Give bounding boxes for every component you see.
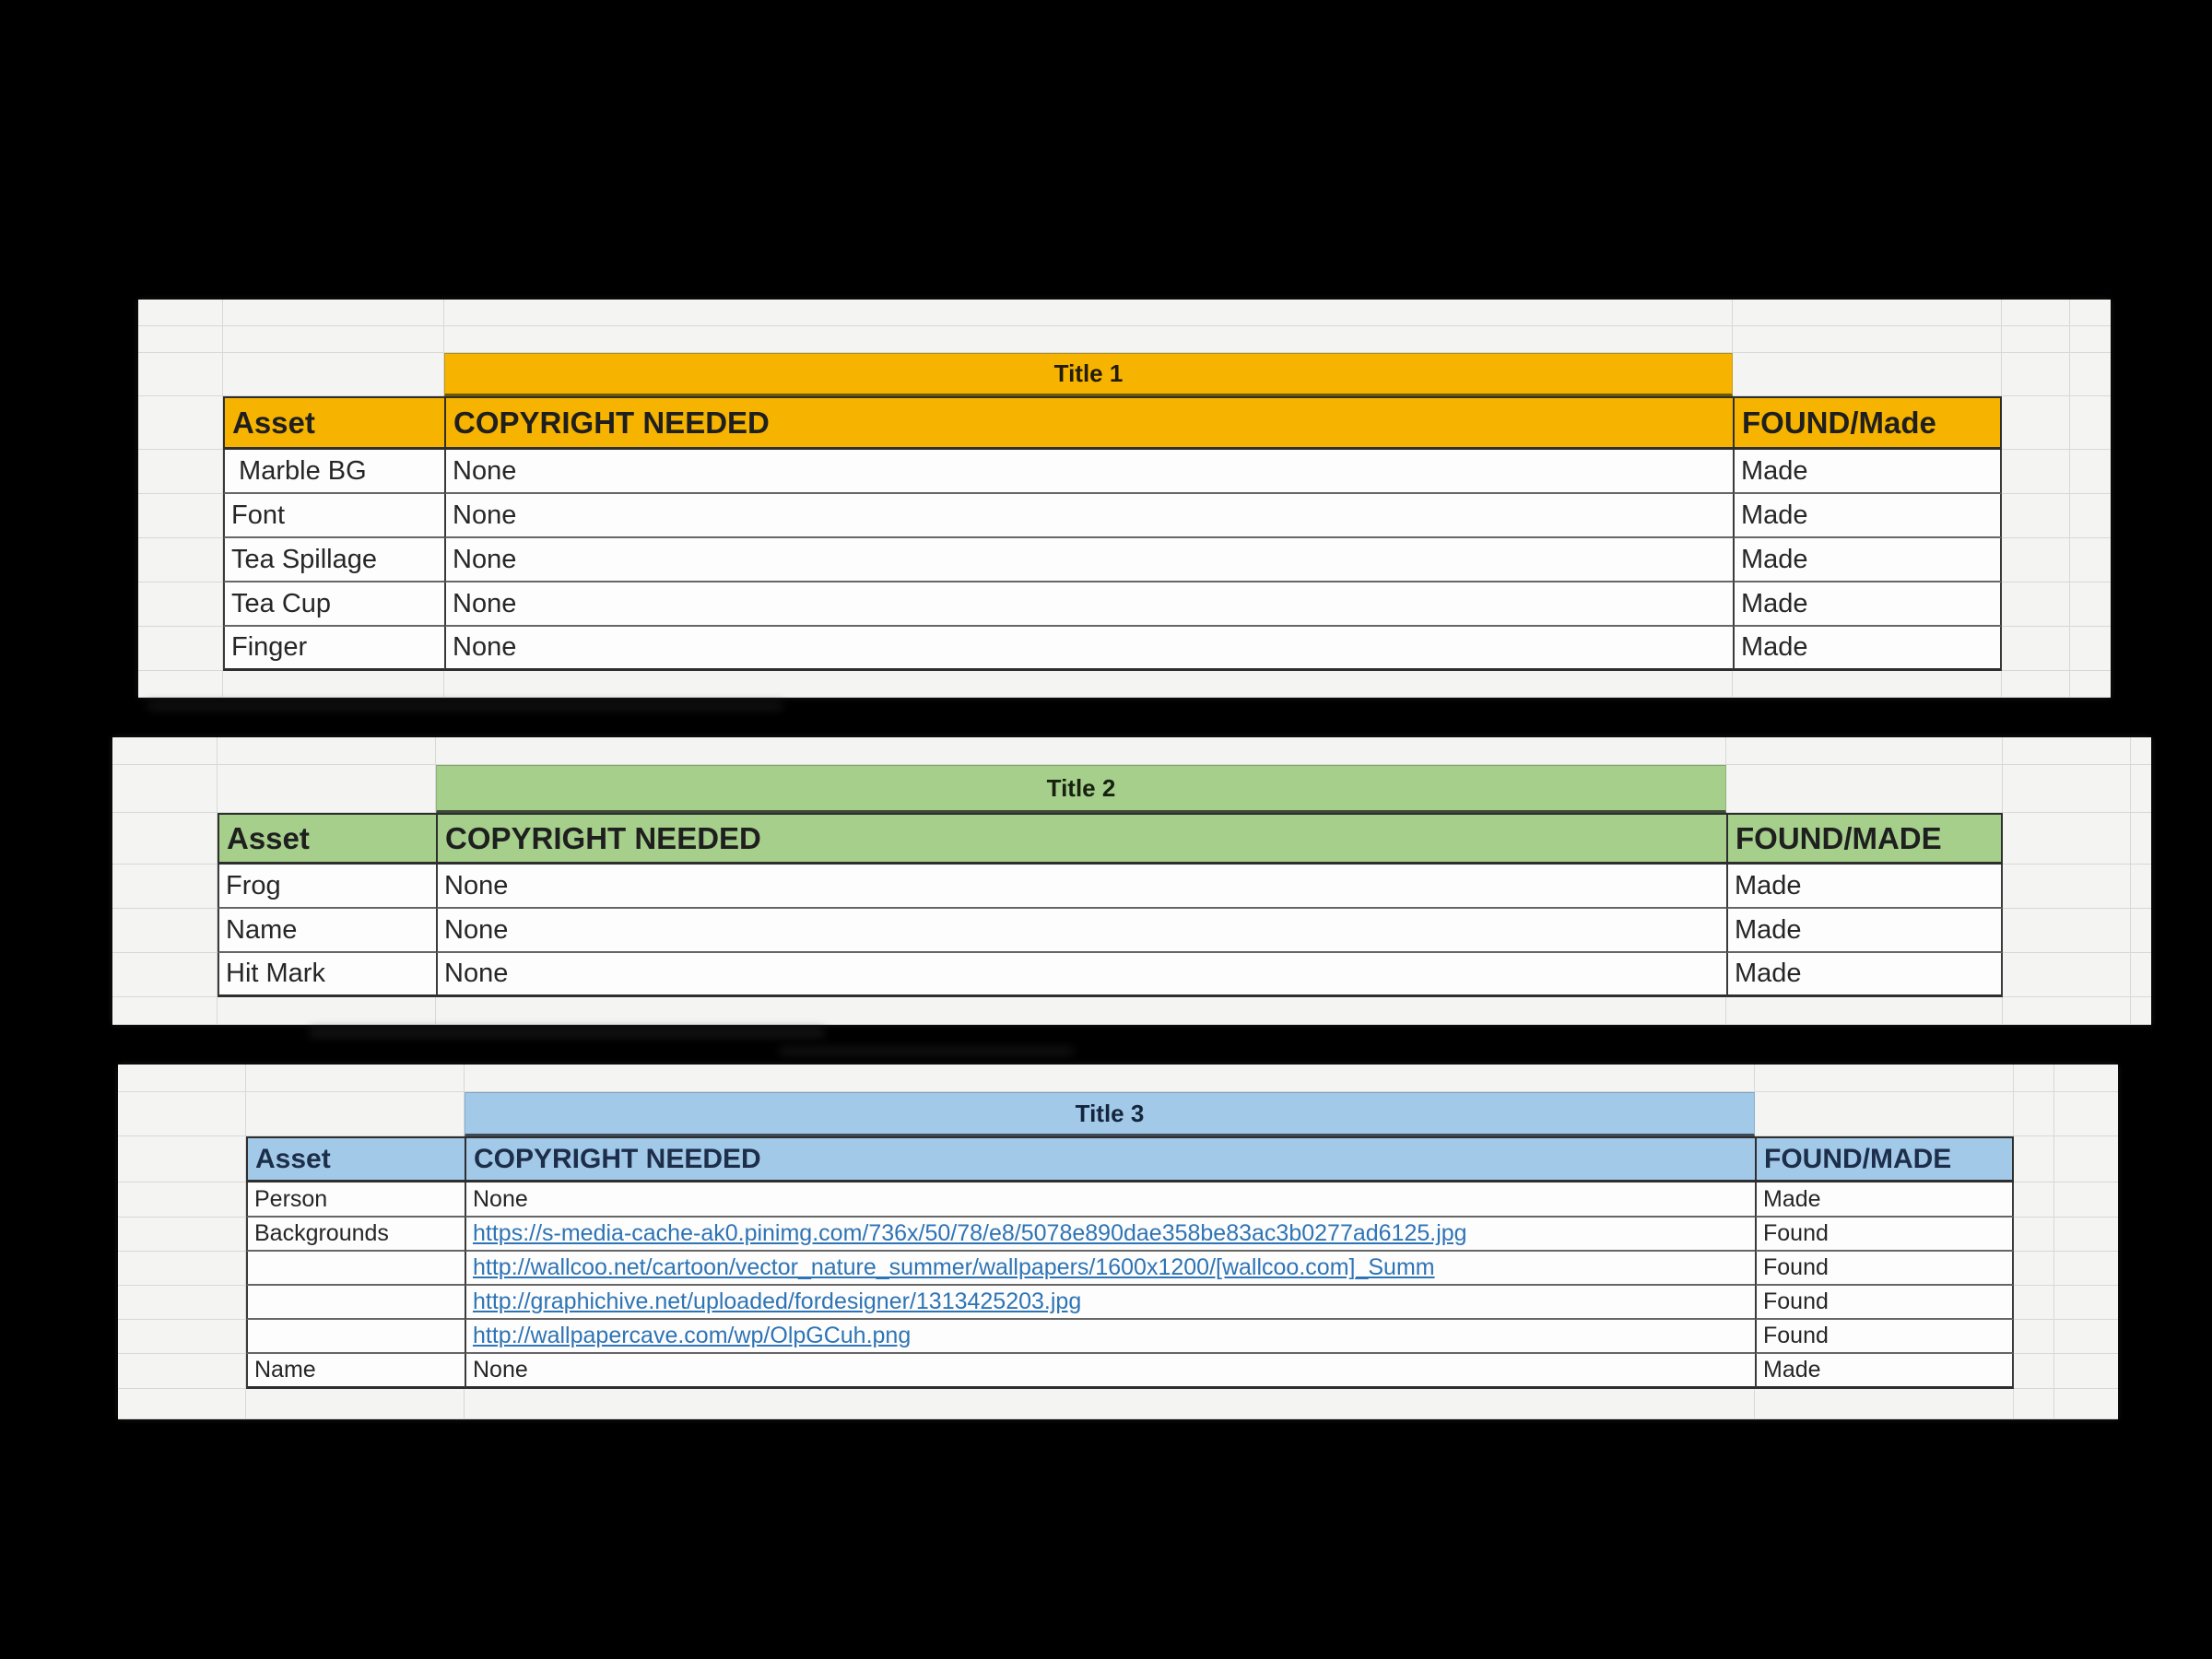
copyright-cell[interactable]: None — [444, 627, 1733, 671]
status-cell[interactable]: Made — [1733, 538, 2002, 582]
gridline-cell — [436, 997, 1726, 1025]
gridline-cell — [2014, 1092, 2118, 1136]
gridline-cell — [1755, 1065, 2014, 1092]
gridline-cell — [2014, 1218, 2118, 1252]
gridline-cell — [118, 1182, 246, 1218]
gridline-cell — [444, 300, 1733, 326]
gridline-cell — [218, 765, 436, 813]
asset-cell[interactable]: Backgrounds — [246, 1218, 465, 1252]
table-3-header-asset[interactable]: Asset — [246, 1136, 465, 1182]
gridline-cell — [2014, 1065, 2118, 1092]
asset-cell[interactable] — [246, 1286, 465, 1320]
gridline-cell — [223, 353, 444, 396]
table-3 — [118, 1065, 2118, 1419]
asset-cell[interactable]: Tea Cup — [223, 582, 444, 627]
gridline-cell — [2003, 953, 2151, 997]
compression-artifact — [309, 1029, 825, 1037]
gridline-cell — [465, 1389, 1755, 1419]
gridline-cell — [118, 1136, 246, 1182]
status-cell[interactable]: Made — [1733, 450, 2002, 494]
gridline-cell — [112, 953, 218, 997]
gridline-cell — [112, 909, 218, 953]
status-cell[interactable]: Made — [1733, 582, 2002, 627]
status-cell[interactable]: Found — [1755, 1218, 2014, 1252]
gridline-cell — [138, 627, 223, 671]
table-3-header-copyright[interactable]: COPYRIGHT NEEDED — [465, 1136, 1755, 1182]
gridline-cell — [1733, 300, 2002, 326]
asset-cell[interactable]: Name — [246, 1354, 465, 1389]
gridline-cell — [246, 1092, 465, 1136]
status-cell[interactable]: Made — [1755, 1182, 2014, 1218]
url-link[interactable]: https://s-media-cache-ak0.pinimg.com/736x/50/78/e8/5078e890dae358be83ac3b0277ad6125.jpg — [465, 1218, 1755, 1252]
gridline-cell — [112, 813, 218, 865]
gridline-cell — [118, 1354, 246, 1389]
gridline-cell — [112, 997, 218, 1025]
gridline-cell — [138, 494, 223, 538]
gridline-cell — [112, 737, 218, 765]
table-1-header-asset[interactable]: Asset — [223, 396, 444, 450]
gridline-cell — [2014, 1136, 2118, 1182]
column-gridline — [2069, 300, 2070, 698]
table-2-header-asset[interactable]: Asset — [218, 813, 436, 865]
gridline-cell — [2002, 450, 2111, 494]
gridline-cell — [2002, 627, 2111, 671]
status-cell[interactable]: Made — [1755, 1354, 2014, 1389]
column-gridline — [2130, 737, 2131, 1025]
gridline-cell — [2014, 1286, 2118, 1320]
copyright-cell[interactable]: None — [444, 538, 1733, 582]
copyright-cell[interactable]: None — [436, 865, 1726, 909]
table-2 — [112, 737, 2151, 1025]
gridline-cell — [2002, 538, 2111, 582]
gridline-cell — [138, 671, 223, 698]
gridline-cell — [2003, 865, 2151, 909]
copyright-cell[interactable]: None — [465, 1354, 1755, 1389]
gridline-cell — [2014, 1182, 2118, 1218]
gridline-cell — [2002, 326, 2111, 353]
gridline-cell — [223, 300, 444, 326]
gridline-cell — [2003, 997, 2151, 1025]
gridline-cell — [218, 997, 436, 1025]
status-cell[interactable]: Made — [1726, 953, 2003, 997]
copyright-cell[interactable]: None — [436, 909, 1726, 953]
status-cell[interactable]: Made — [1726, 865, 2003, 909]
compression-artifact — [147, 702, 783, 710]
status-cell[interactable]: Made — [1733, 627, 2002, 671]
asset-cell[interactable]: Tea Spillage — [223, 538, 444, 582]
gridline-cell — [444, 326, 1733, 353]
spreadsheet-sheet-3 — [118, 1065, 2118, 1419]
copyright-cell[interactable]: None — [465, 1182, 1755, 1218]
gridline-cell — [2014, 1389, 2118, 1419]
copyright-cell[interactable]: None — [444, 450, 1733, 494]
asset-cell[interactable]: Name — [218, 909, 436, 953]
url-link[interactable]: http://wallcoo.net/cartoon/vector_nature_summer/wallpapers/1600x1200/[wallcoo.com]_Summ — [465, 1252, 1755, 1286]
gridline-cell — [2014, 1354, 2118, 1389]
gridline-cell — [2003, 765, 2151, 813]
gridline-cell — [436, 737, 1726, 765]
gridline-cell — [2002, 671, 2111, 698]
gridline-cell — [1726, 737, 2003, 765]
url-link[interactable]: http://graphichive.net/uploaded/fordesigner/1313425203.jpg — [465, 1286, 1755, 1320]
gridline-cell — [2014, 1252, 2118, 1286]
gridline-cell — [1733, 353, 2002, 396]
table-2-title[interactable]: Title 2 — [436, 765, 1726, 813]
gridline-cell — [1733, 671, 2002, 698]
gridline-cell — [2003, 737, 2151, 765]
asset-cell[interactable]: Marble BG — [223, 450, 444, 494]
gridline-cell — [138, 538, 223, 582]
gridline-cell — [118, 1286, 246, 1320]
table-2-header-found[interactable]: FOUND/MADE — [1726, 813, 2003, 865]
gridline-cell — [2002, 353, 2111, 396]
gridline-cell — [138, 353, 223, 396]
gridline-cell — [2002, 300, 2111, 326]
gridline-cell — [2002, 494, 2111, 538]
gridline-cell — [218, 737, 436, 765]
gridline-cell — [1726, 997, 2003, 1025]
table-3-title[interactable]: Title 3 — [465, 1092, 1755, 1136]
table-1 — [138, 300, 2111, 698]
table-1-header-found[interactable]: FOUND/Made — [1733, 396, 2002, 450]
gridline-cell — [2014, 1320, 2118, 1354]
gridline-cell — [444, 671, 1733, 698]
gridline-cell — [118, 1218, 246, 1252]
gridline-cell — [246, 1389, 465, 1419]
status-cell[interactable]: Found — [1755, 1320, 2014, 1354]
asset-cell[interactable]: Font — [223, 494, 444, 538]
gridline-cell — [138, 326, 223, 353]
gridline-cell — [112, 865, 218, 909]
gridline-cell — [246, 1065, 465, 1092]
copyright-cell[interactable]: None — [436, 953, 1726, 997]
gridline-cell — [2002, 582, 2111, 627]
asset-cell[interactable]: Hit Mark — [218, 953, 436, 997]
status-cell[interactable]: Made — [1726, 909, 2003, 953]
spreadsheet-sheet-2 — [112, 737, 2151, 1025]
compression-artifact — [779, 1047, 1074, 1055]
gridline-cell — [223, 326, 444, 353]
gridline-cell — [138, 300, 223, 326]
table-3-header-found[interactable]: FOUND/MADE — [1755, 1136, 2014, 1182]
asset-cell[interactable] — [246, 1320, 465, 1354]
status-cell[interactable]: Found — [1755, 1286, 2014, 1320]
asset-cell[interactable]: Finger — [223, 627, 444, 671]
gridline-cell — [223, 671, 444, 698]
copyright-cell[interactable]: None — [444, 494, 1733, 538]
asset-cell[interactable]: Person — [246, 1182, 465, 1218]
asset-cell[interactable] — [246, 1252, 465, 1286]
column-gridline — [2053, 1065, 2054, 1419]
gridline-cell — [138, 396, 223, 450]
gridline-cell — [2003, 909, 2151, 953]
table-1-title[interactable]: Title 1 — [444, 353, 1733, 396]
status-cell[interactable]: Made — [1733, 494, 2002, 538]
gridline-cell — [1755, 1092, 2014, 1136]
gridline-cell — [1726, 765, 2003, 813]
gridline-cell — [112, 765, 218, 813]
table-2-header-copyright[interactable]: COPYRIGHT NEEDED — [436, 813, 1726, 865]
gridline-cell — [2003, 813, 2151, 865]
copyright-cell[interactable]: None — [444, 582, 1733, 627]
table-1-header-copyright[interactable]: COPYRIGHT NEEDED — [444, 396, 1733, 450]
gridline-cell — [118, 1320, 246, 1354]
gridline-cell — [1733, 326, 2002, 353]
gridline-cell — [138, 450, 223, 494]
gridline-cell — [1755, 1389, 2014, 1419]
gridline-cell — [118, 1065, 246, 1092]
gridline-cell — [2002, 396, 2111, 450]
gridline-cell — [465, 1065, 1755, 1092]
gridline-cell — [118, 1252, 246, 1286]
url-link[interactable]: http://wallpapercave.com/wp/OlpGCuh.png — [465, 1320, 1755, 1354]
status-cell[interactable]: Found — [1755, 1252, 2014, 1286]
gridline-cell — [118, 1389, 246, 1419]
spreadsheet-sheet-1 — [138, 300, 2111, 698]
gridline-cell — [138, 582, 223, 627]
gridline-cell — [118, 1092, 246, 1136]
asset-cell[interactable]: Frog — [218, 865, 436, 909]
